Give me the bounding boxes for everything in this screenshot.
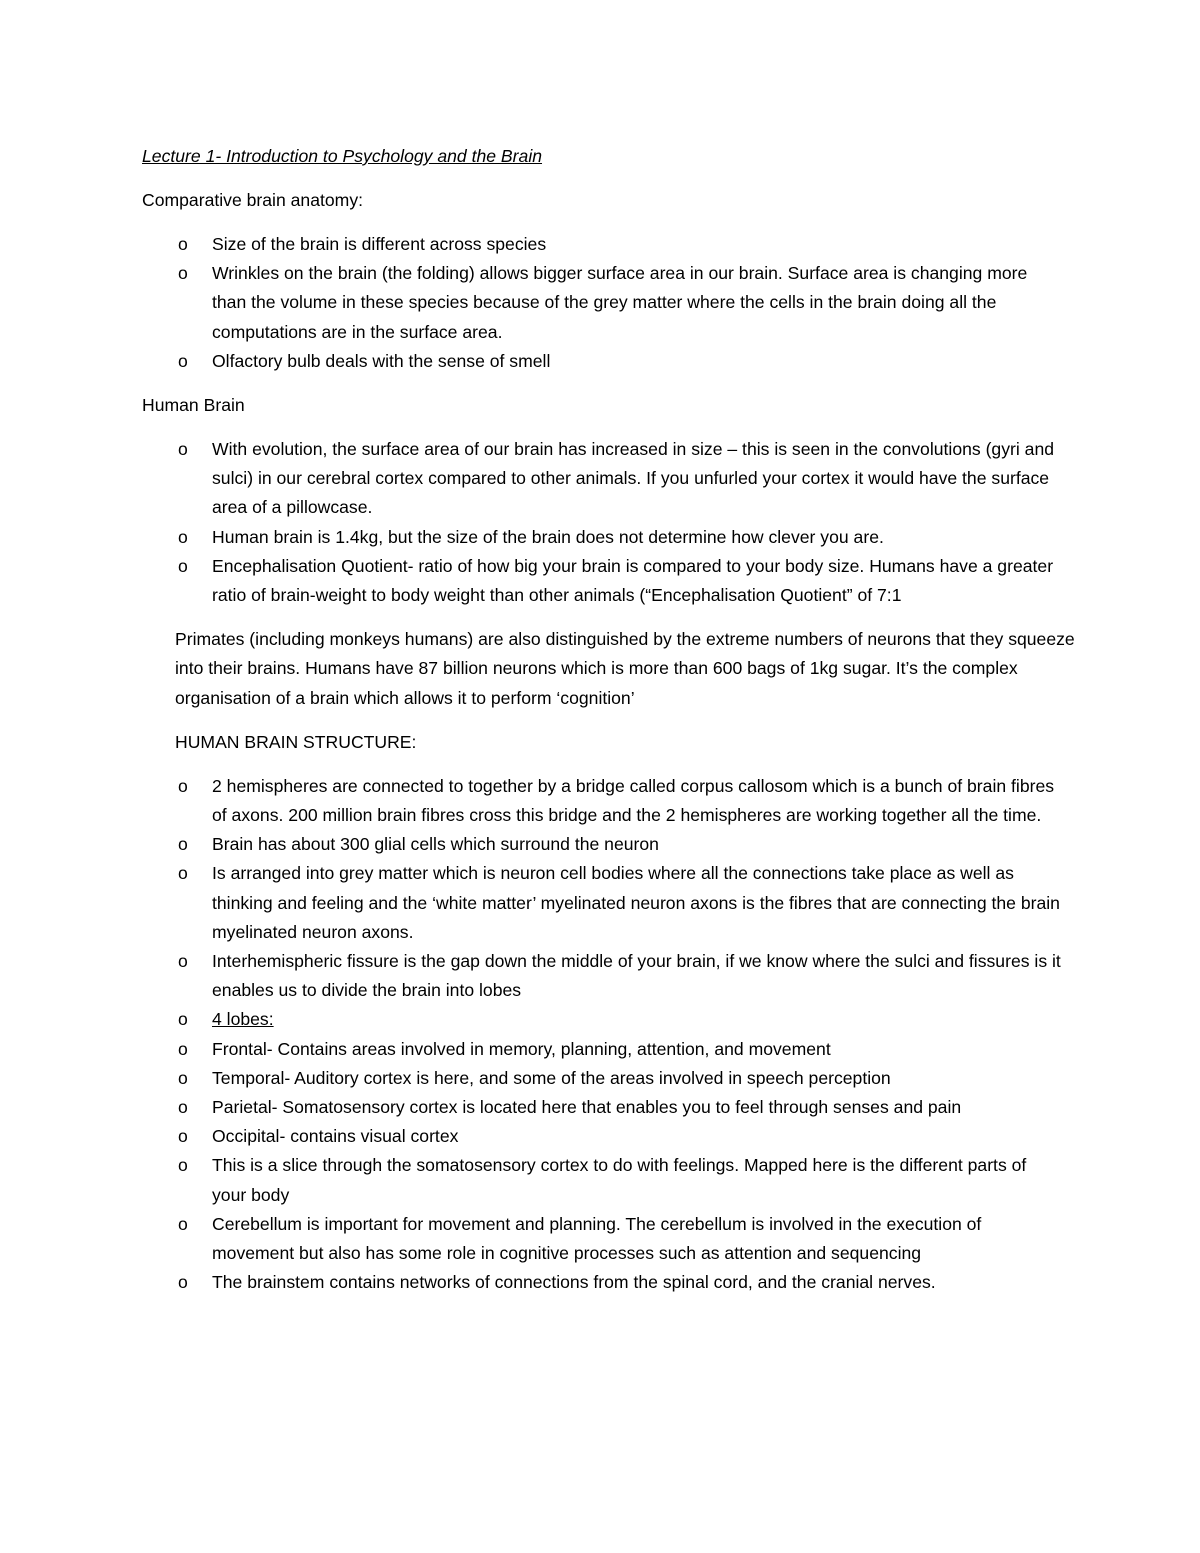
bullet-item: [142, 552, 1062, 610]
section-heading-structure: HUMAN BRAIN STRUCTURE:: [175, 731, 417, 752]
bullet-marker: o: [178, 1067, 188, 1088]
bullet-text: Brain has about 300 glial cells which surround the neuron: [212, 834, 659, 855]
bullet-item: [142, 1151, 1062, 1209]
bullet-item: [142, 830, 1062, 859]
bullet-item: [142, 435, 1062, 523]
bullet-marker: o: [178, 1097, 188, 1118]
bullet-text: Temporal- Auditory cortex is here, and some of the areas involved in speech perception: [212, 1067, 891, 1088]
bullet-marker: o: [178, 439, 188, 460]
bullet-text: Interhemispheric fissure is the gap down the middle of your brain, if we know where the sulci and fissures is it enables us to divide the brain into lobes: [212, 951, 1061, 1001]
section-heading-comparative: Comparative brain anatomy:: [142, 190, 364, 210]
bullet-item: [142, 772, 1062, 830]
bullet-list-structure: [142, 772, 1062, 1298]
bullet-item: [142, 1064, 1062, 1093]
bullet-marker: o: [178, 775, 188, 796]
bullet-item: [142, 947, 1062, 1005]
bullet-marker: o: [178, 234, 188, 254]
bullet-item: [142, 1210, 1062, 1268]
bullet-item: [142, 1035, 1062, 1064]
bullet-text: 2 hemispheres are connected to together by a bridge called corpus callosom which is a bunch of brain fibres of axons. 200 million brain fibres cross this bridge and the 2 hemispheres are working together all the time.: [212, 775, 1055, 826]
bullet-text: Occipital- contains visual cortex: [212, 1126, 459, 1147]
bullet-marker: o: [178, 1038, 188, 1059]
bullet-item: [142, 230, 1062, 259]
bullet-text: With evolution, the surface area of our brain has increased in size – this is seen in the convolutions (gyri and sulci) in our cerebral cortex compared to other animals. If you unfurled your cortex it would have the surface area of a pillowcase.: [212, 439, 1055, 518]
bullet-text: Cerebellum is important for movement and planning. The cerebellum is involved in the execution of movement but also has some role in cognitive processes such as attention and sequencing: [212, 1213, 982, 1264]
bullet-text: Size of the brain is different across species: [212, 234, 547, 254]
bullet-marker: o: [178, 350, 188, 371]
bullet-marker: o: [178, 1155, 188, 1176]
bullet-text: Wrinkles on the brain (the folding) allows bigger surface area in our brain. Surface area is changing more than the volume in these species because of the grey matter where the cells in the brain doing all the computations are in the surface area.: [212, 263, 1028, 342]
bullet-item: [142, 1268, 1062, 1297]
bullet-marker: o: [178, 834, 188, 855]
bullet-text: Encephalisation Quotient- ratio of how big your brain is compared to your body size. Humans have a greater ratio of brain-weight to body weight than other animals (“Encephalisation Quotient” of 7:1: [212, 555, 1054, 606]
bullet-item: [142, 859, 1062, 947]
bullet-item: [142, 1093, 1062, 1122]
bullet-text: Human brain is 1.4kg, but the size of the brain does not determine how clever you are.: [212, 526, 884, 547]
bullet-text: Frontal- Contains areas involved in memory, planning, attention, and movement: [212, 1038, 831, 1059]
bullet-item: [142, 523, 1062, 552]
document-body: [142, 142, 1075, 1313]
section-heading-human-brain: Human Brain: [142, 395, 245, 416]
bullet-marker: o: [178, 1009, 188, 1030]
bullet-marker: o: [178, 555, 188, 576]
bullet-marker: o: [178, 951, 188, 972]
bullet-item: [142, 1122, 1062, 1151]
bullet-marker: o: [178, 1213, 188, 1234]
bullet-list-comparative: [142, 230, 1062, 376]
bullet-marker: o: [178, 1272, 188, 1293]
primates-paragraph: Primates (including monkeys humans) are also distinguished by the extreme numbers of neurons that they squeeze into their brains. Humans have 87 billion neurons which is more than 600 bags of 1kg sugar. It’s the complex organisation of a brain which allows it to perform ‘cognition’: [175, 629, 1075, 708]
bullet-item: [142, 259, 1062, 347]
bullet-marker: o: [178, 1126, 188, 1147]
bullet-item: [142, 1005, 1062, 1034]
bullet-list-human-brain: [142, 435, 1062, 610]
lecture-title: Lecture 1- Introduction to Psychology and the Brain: [142, 146, 543, 166]
bullet-text: This is a slice through the somatosensory cortex to do with feelings. Mapped here is the different parts of your body: [212, 1155, 1027, 1205]
lobes-subheading: 4 lobes:: [212, 1009, 274, 1030]
bullet-text: Parietal- Somatosensory cortex is located here that enables you to feel through senses and pain: [212, 1097, 962, 1118]
bullet-marker: o: [178, 263, 188, 284]
bullet-text: The brainstem contains networks of connections from the spinal cord, and the cranial nerves.: [212, 1272, 936, 1293]
bullet-item: [142, 347, 1062, 376]
bullet-text: Is arranged into grey matter which is neuron cell bodies where all the connections take place as well as thinking and feeling and the ‘white matter’ myelinated neuron axons is the fibres that are connecting the brain myelinated neuron axons.: [212, 863, 1060, 942]
bullet-marker: o: [178, 863, 188, 884]
bullet-text: Olfactory bulb deals with the sense of smell: [212, 350, 551, 371]
bullet-marker: o: [178, 526, 188, 547]
